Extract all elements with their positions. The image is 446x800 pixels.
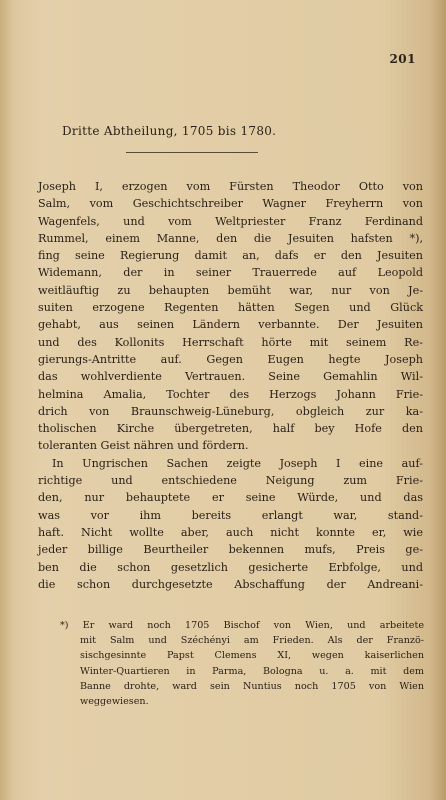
- body-line: Joseph I, erzogen vom Fürsten Theodor Otto von: [38, 180, 423, 193]
- page-number: 201: [389, 52, 416, 66]
- body-line: gehabt, aus seinen Ländern verbannte. Der Jesuiten: [38, 318, 423, 332]
- body-line: gierungs-Antritte auf. Gegen Eugen hegte Joseph: [38, 352, 423, 366]
- body-line: jeder billige Beurtheiler bekennen mufs, Preis ge-: [38, 543, 423, 557]
- body-text: [38, 178, 423, 593]
- footnote-line: mit Salm und Széchényi am Frieden. Als der Franzö-: [80, 635, 424, 647]
- footnote-line: weggewiesen.: [80, 695, 149, 707]
- body-line: was vor ihm bereits erlangt war, stand-: [38, 508, 423, 522]
- body-line: haft. Nicht wollte aber, auch nicht konnte er, wie: [38, 525, 423, 539]
- footnote-line: Banne drohte, ward sein Nuntius noch 1705 von Wien: [80, 680, 424, 692]
- footnote-line: *) Er ward noch 1705 Bischof von Wien, und arbeitete: [60, 620, 424, 631]
- body-line: und des Kollonits Herrschaft hörte mit seinem Re-: [38, 335, 423, 349]
- body-line: Rummel, einem Manne, den die Jesuiten hafsten *),: [38, 231, 423, 245]
- body-line: weitläuftig zu behaupten bemüht war, nur von Je-: [38, 283, 423, 297]
- body-line: tholischen Kirche übergetreten, half bey Hofe den: [38, 422, 423, 436]
- body-line: suiten erzogene Regenten hätten Segen und Glück: [38, 301, 423, 315]
- body-line: drich von Braunschweig-Lüneburg, obgleich zur ka-: [38, 404, 423, 418]
- body-line: das wohlverdiente Vertrauen. Seine Gemahlin Wil-: [38, 370, 423, 384]
- header-rule: [126, 152, 258, 153]
- footnote-line: Winter-Quartieren in Parma, Bologna u. a. mit dem: [80, 665, 424, 677]
- body-line: den, nur behauptete er seine Würde, und das: [38, 491, 423, 505]
- section-header: Dritte Abtheilung, 1705 bis 1780.: [62, 124, 277, 138]
- body-line: Salm, vom Geschichtschreiber Wagner Freyherrn von: [38, 197, 423, 211]
- body-line: helmina Amalia, Tochter des Herzogs Johann Frie-: [38, 387, 423, 401]
- footnote-line: sischgesinnte Papst Clemens XI, wegen kaiserlichen: [80, 650, 424, 662]
- body-line: toleranten Geist nähren und fördern.: [38, 439, 249, 453]
- body-line: richtige und entschiedene Neigung zum Frie-: [38, 474, 423, 488]
- body-line: Wagenfels, und vom Weltpriester Franz Ferdinand: [38, 214, 423, 228]
- body-line: ben die schon gesetzlich gesicherte Erbfolge, und: [38, 560, 423, 574]
- body-line: die schon durchgesetzte Abschaffung der Andreani-: [38, 577, 423, 591]
- body-line: Widemann, der in seiner Trauerrede auf Leopold: [38, 266, 423, 280]
- body-line: fing seine Regierung damit an, dafs er den Jesuiten: [38, 249, 423, 263]
- footnote: [40, 618, 424, 709]
- body-line: In Ungrischen Sachen zeigte Joseph I eine auf-: [52, 456, 423, 470]
